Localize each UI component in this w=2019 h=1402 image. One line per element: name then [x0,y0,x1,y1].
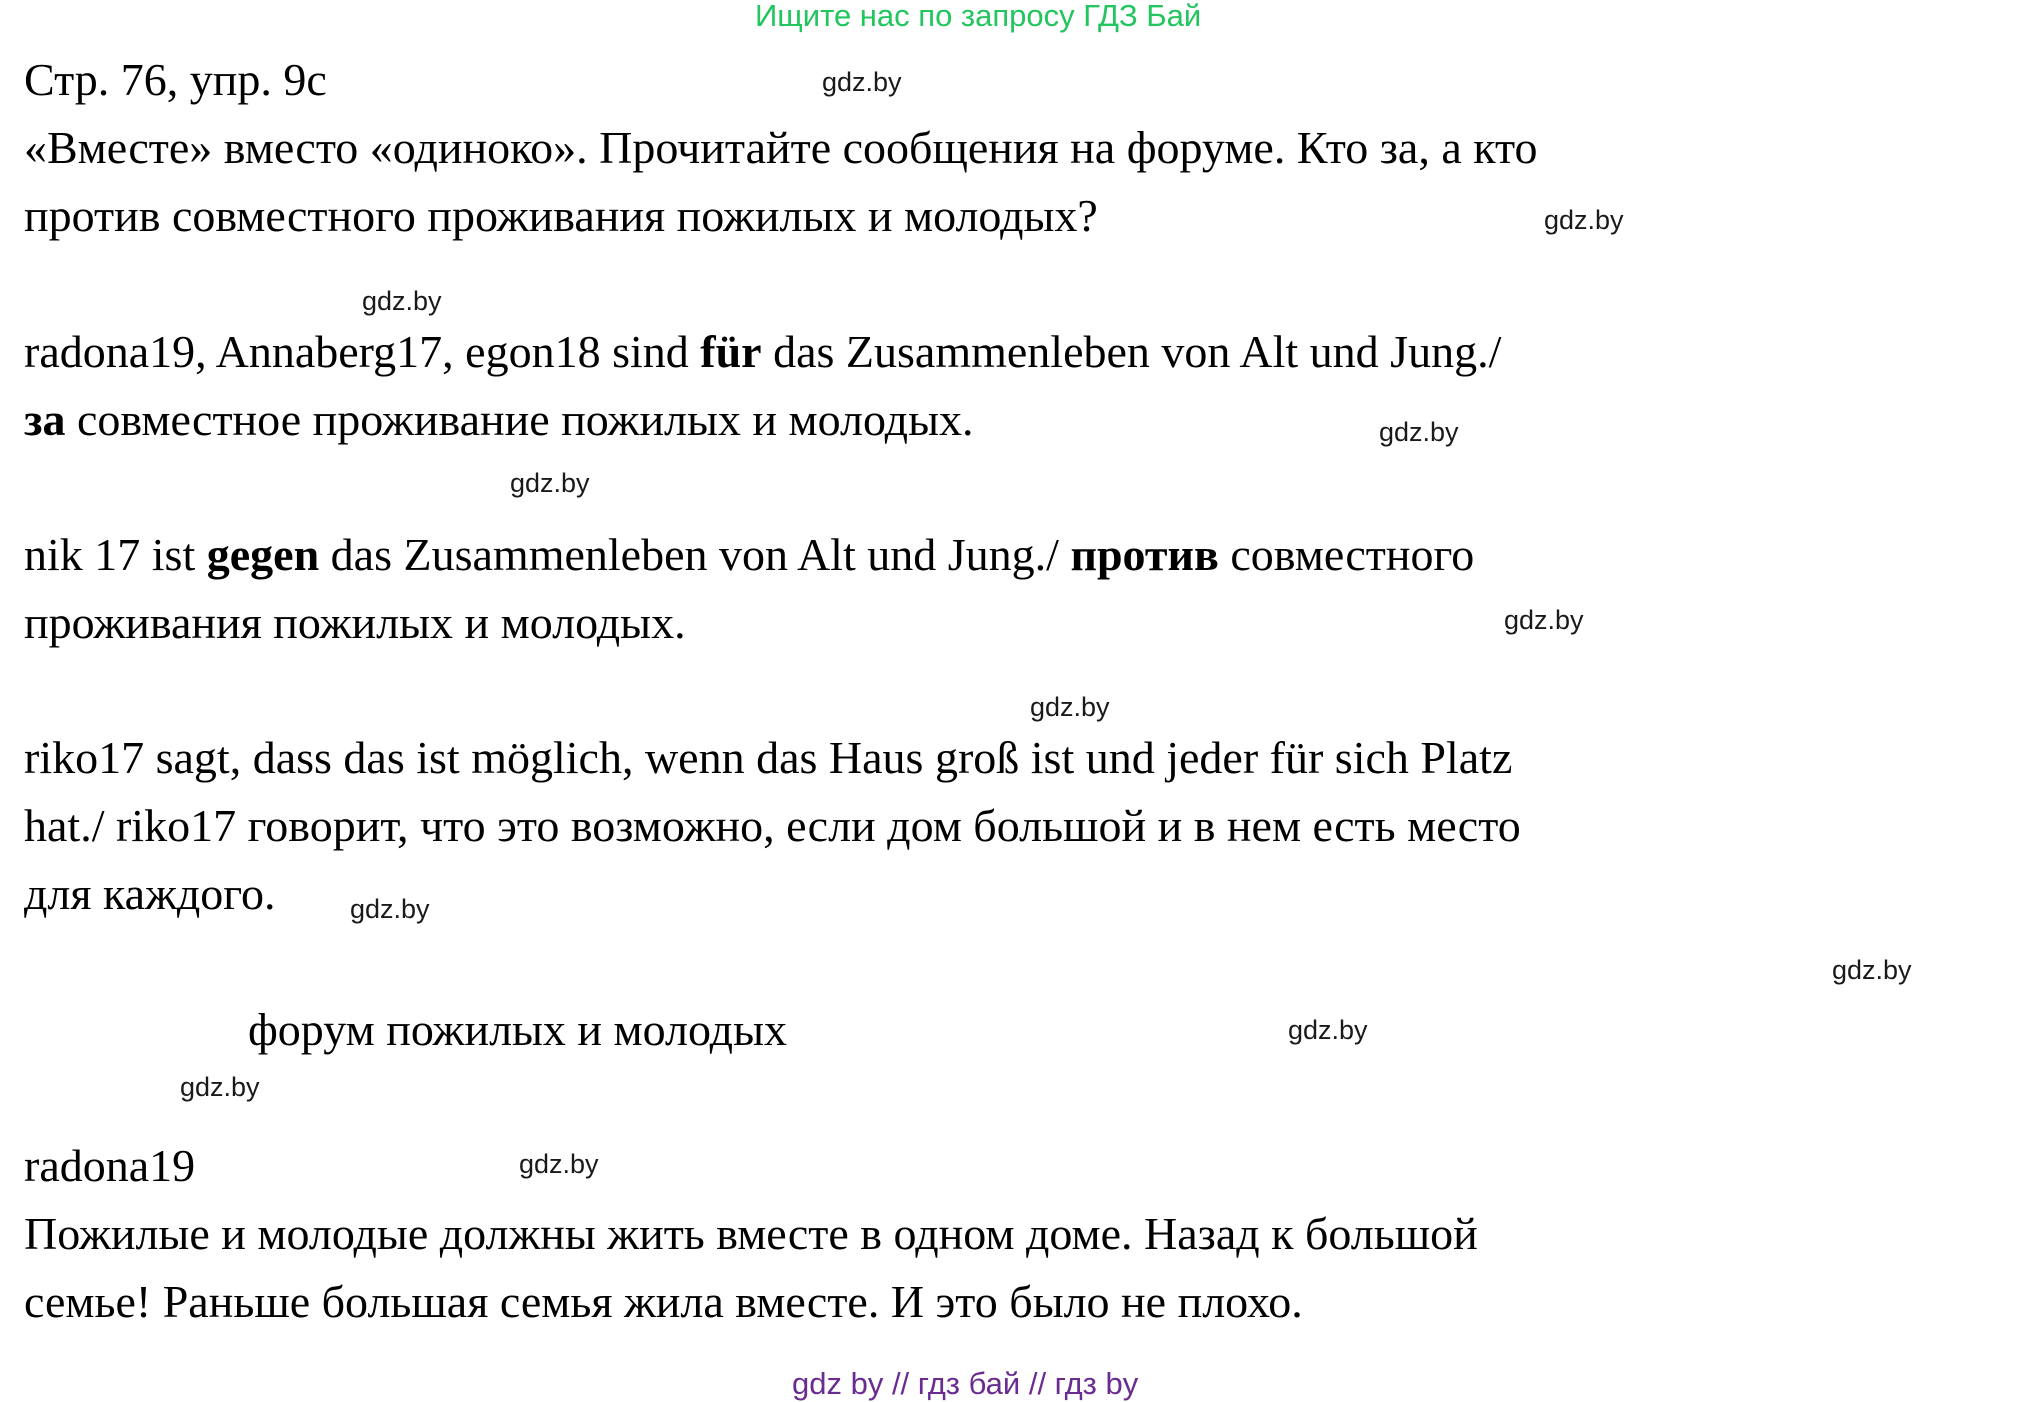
page-header: Стр. 76, упр. 9c [24,54,327,105]
answer-1-line-1: radona19, Annaberg17, egon18 sind für das Zusammenleben von Alt und Jung./ [24,326,1502,377]
answer-2-line-1: nik 17 ist gegen das Zusammenleben von Alt und Jung./ против совместного [24,529,1475,580]
answer-3-line-3: для каждого. [24,868,276,919]
watermark: gdz.by [350,894,430,924]
post-author: radona19 [24,1140,196,1191]
post-line-2: семье! Раньше большая семья жила вместе. И это было не плохо. [24,1276,1303,1327]
watermark: gdz.by [1832,955,1912,985]
watermark: gdz.by [1379,417,1459,447]
watermark: gdz.by [1504,605,1584,635]
top-banner: Ищите нас по запросу ГДЗ Бай [755,0,1202,33]
answer-3-line-2: hat./ riko17 говорит, что это возможно, если дом большой и в нем есть место [24,800,1521,851]
task-line-2: против совместного проживания пожилых и молодых? [24,190,1098,241]
answer-1-line-2: за совместное проживание пожилых и молодых. [24,394,974,445]
watermark: gdz.by [1544,205,1624,235]
post-line-1: Пожилые и молодые должны жить вместе в одном доме. Назад к большой [24,1208,1478,1259]
footer-watermark: gdz by // гдз бай // гдз by [792,1366,1139,1401]
watermark: gdz.by [180,1072,260,1102]
watermark: gdz.by [510,468,590,498]
watermark: gdz.by [822,67,902,97]
watermark: gdz.by [1030,692,1110,722]
watermark: gdz.by [519,1149,599,1179]
watermark: gdz.by [1288,1015,1368,1045]
task-line-1: «Вместе» вместо «одиноко». Прочитайте сообщения на форуме. Кто за, а кто [24,122,1538,173]
answer-3-line-1: riko17 sagt, dass das ist möglich, wenn das Haus groß ist und jeder für sich Platz [24,732,1513,783]
section-title: форум пожилых и молодых [248,1004,787,1055]
answer-2-line-2: проживания пожилых и молодых. [24,597,686,648]
watermark: gdz.by [362,286,442,316]
